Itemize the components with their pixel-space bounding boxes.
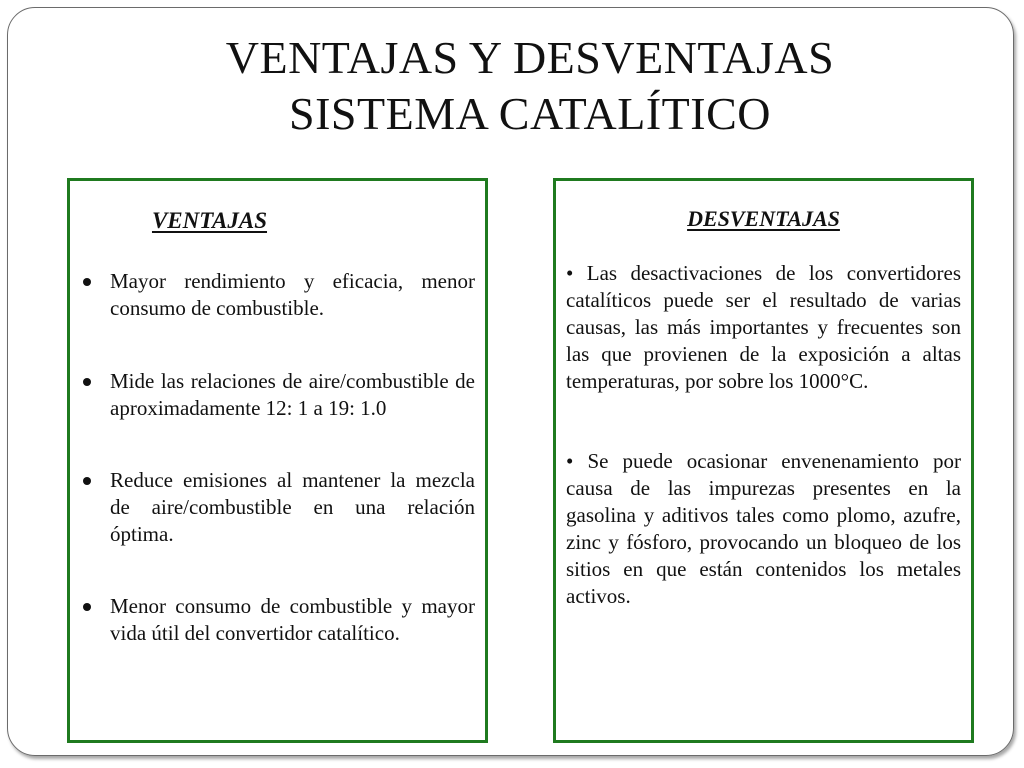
list-item (70, 593, 485, 647)
desventajas-item-text: Las desactivaciones de los convertidores catalíticos puede ser el resultado de varias causas, las más importantes y frecuentes son las que provienen de la exposición a altas temperaturas, por sobre los 1000°C. (566, 261, 961, 393)
ventajas-item-text: Menor consumo de combustible y mayor vida útil del convertidor catalítico. (110, 594, 475, 645)
ventajas-heading: VENTAJAS (151, 208, 268, 233)
bullet-icon (83, 603, 91, 611)
slide-title (130, 30, 930, 142)
bullet-icon (83, 278, 91, 286)
desventajas-item-text: Se puede ocasionar envenenamiento por causa de las impurezas presentes en la gasolina y aditivos tales como plomo, azufre, zinc y fósforo, provocando un bloqueo de los sitios en que están contenidos los metales activos. (566, 449, 961, 608)
list-item (70, 467, 485, 548)
list-item (70, 368, 485, 422)
list-item (556, 448, 971, 610)
title-line-1: VENTAJAS Y DESVENTAJAS (225, 32, 835, 83)
ventajas-item-text: Mide las relaciones de aire/combustible de aproximadamente 12: 1 a 19: 1.0 (110, 369, 475, 420)
list-item (70, 268, 485, 322)
ventajas-item-text: Reduce emisiones al mantener la mezcla de aire/combustible en una relación óptima. (110, 468, 475, 546)
desventajas-panel (553, 178, 974, 743)
list-item (556, 260, 971, 395)
ventajas-item-text: Mayor rendimiento y eficacia, menor consumo de combustible. (110, 269, 475, 320)
bullet-icon (83, 378, 91, 386)
desventajas-list (556, 260, 971, 610)
ventajas-panel (67, 178, 488, 743)
title-line-2: SISTEMA CATALÍTICO (289, 88, 771, 139)
ventajas-list (70, 268, 485, 647)
bullet-icon: • (566, 261, 574, 285)
bullet-icon: • (566, 449, 574, 473)
bullet-icon (83, 477, 91, 485)
desventajas-heading: DESVENTAJAS (687, 206, 840, 231)
